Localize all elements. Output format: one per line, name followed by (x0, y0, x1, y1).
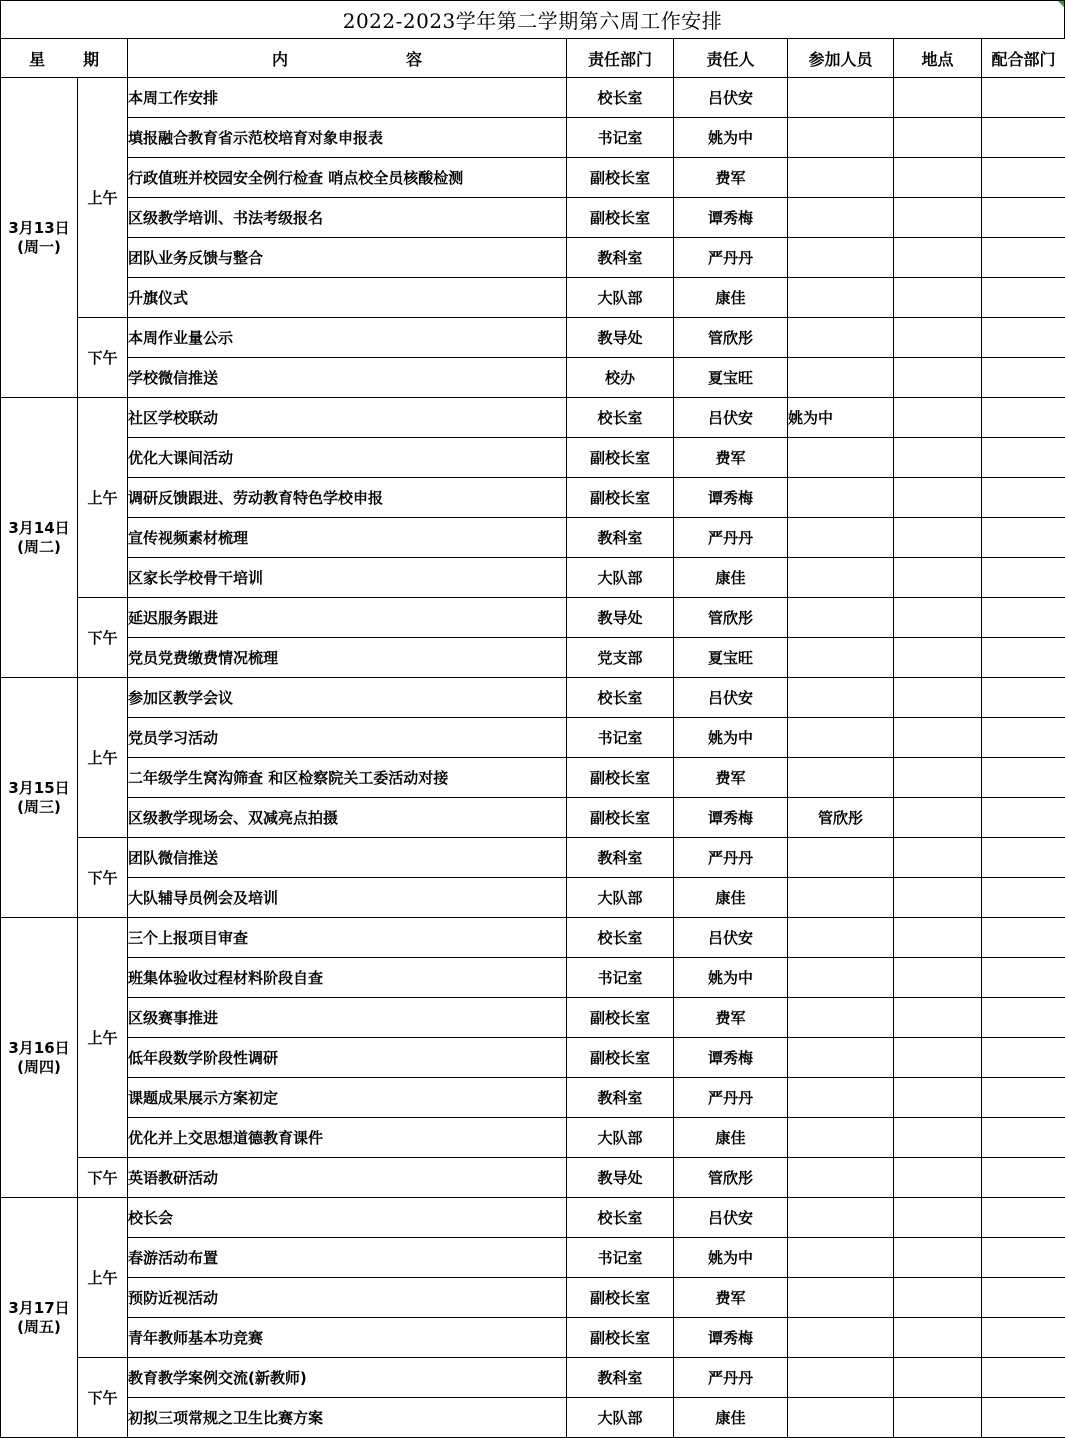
task-participants (788, 598, 894, 638)
task-location (894, 1318, 982, 1358)
table-row (1, 358, 1065, 398)
day-date: 3月15日 (8, 778, 70, 797)
task-content: 填报融合教育省示范校培育对象申报表 (128, 118, 567, 158)
period-afternoon: 下午 (78, 838, 128, 918)
table-row (1, 1198, 1065, 1238)
table-row (1, 838, 1065, 878)
task-dept: 大队部 (567, 1118, 674, 1158)
task-content: 本周工作安排 (128, 78, 567, 118)
task-coop (982, 1078, 1065, 1118)
task-dept: 校办 (567, 358, 674, 398)
task-dept: 副校长室 (567, 758, 674, 798)
task-coop (982, 118, 1065, 158)
task-person: 康佳 (674, 558, 788, 598)
task-location (894, 238, 982, 278)
table-row (1, 1398, 1065, 1438)
period-morning: 上午 (78, 1198, 128, 1358)
task-participants: 管欣彤 (788, 798, 894, 838)
task-participants (788, 1118, 894, 1158)
task-coop (982, 1398, 1065, 1438)
table-row (1, 1078, 1065, 1118)
task-content: 宣传视频素材梳理 (128, 518, 567, 558)
table-row (1, 958, 1065, 998)
task-dept: 副校长室 (567, 438, 674, 478)
task-location (894, 1358, 982, 1398)
task-content: 优化并上交思想道德教育课件 (128, 1118, 567, 1158)
task-location (894, 1078, 982, 1118)
header-coop: 配合部门 (982, 39, 1065, 78)
task-participants (788, 198, 894, 238)
task-coop (982, 358, 1065, 398)
table-row (1, 1118, 1065, 1158)
task-participants (788, 638, 894, 678)
task-participants (788, 838, 894, 878)
header-participants: 参加人员 (788, 39, 894, 78)
task-person: 费军 (674, 758, 788, 798)
task-content: 团队业务反馈与整合 (128, 238, 567, 278)
schedule-table (0, 38, 1065, 1438)
table-row (1, 198, 1065, 238)
task-content: 英语教研活动 (128, 1158, 567, 1198)
task-person: 管欣彤 (674, 598, 788, 638)
task-coop (982, 758, 1065, 798)
day-weekday: (周三) (17, 797, 61, 816)
task-content: 调研反馈跟进、劳动教育特色学校申报 (128, 478, 567, 518)
task-content: 课题成果展示方案初定 (128, 1078, 567, 1118)
task-dept: 校长室 (567, 78, 674, 118)
task-person: 姚为中 (674, 718, 788, 758)
task-location (894, 278, 982, 318)
task-coop (982, 1118, 1065, 1158)
task-location (894, 158, 982, 198)
task-dept: 校长室 (567, 918, 674, 958)
task-person: 吕伏安 (674, 398, 788, 438)
task-content: 参加区教学会议 (128, 678, 567, 718)
table-row (1, 918, 1065, 958)
task-person: 夏宝旺 (674, 638, 788, 678)
task-dept: 书记室 (567, 958, 674, 998)
task-location (894, 998, 982, 1038)
task-dept: 教科室 (567, 838, 674, 878)
task-participants (788, 478, 894, 518)
task-coop (982, 998, 1065, 1038)
task-location (894, 558, 982, 598)
task-dept: 副校长室 (567, 1038, 674, 1078)
task-coop (982, 598, 1065, 638)
header-location: 地点 (894, 39, 982, 78)
task-location (894, 798, 982, 838)
task-location (894, 678, 982, 718)
task-location (894, 518, 982, 558)
task-location (894, 958, 982, 998)
task-content: 行政值班并校园安全例行检查 哨点校全员核酸检测 (128, 158, 567, 198)
task-dept: 副校长室 (567, 1278, 674, 1318)
task-content: 校长会 (128, 1198, 567, 1238)
task-location (894, 438, 982, 478)
task-dept: 副校长室 (567, 1318, 674, 1358)
table-row (1, 758, 1065, 798)
task-location (894, 78, 982, 118)
day-weekday: (周四) (17, 1057, 61, 1076)
period-afternoon: 下午 (78, 1358, 128, 1438)
task-location (894, 1158, 982, 1198)
task-participants (788, 518, 894, 558)
task-person: 谭秀梅 (674, 798, 788, 838)
task-dept: 教科室 (567, 1078, 674, 1118)
task-person: 谭秀梅 (674, 198, 788, 238)
task-participants: 姚为中 (788, 398, 894, 438)
table-row (1, 438, 1065, 478)
task-dept: 教科室 (567, 238, 674, 278)
task-location (894, 598, 982, 638)
task-coop (982, 558, 1065, 598)
task-coop (982, 198, 1065, 238)
task-participants (788, 1158, 894, 1198)
task-person: 费军 (674, 1278, 788, 1318)
task-person: 姚为中 (674, 1238, 788, 1278)
period-morning: 上午 (78, 398, 128, 598)
task-content: 党员学习活动 (128, 718, 567, 758)
task-coop (982, 1038, 1065, 1078)
task-participants (788, 438, 894, 478)
day-cell (1, 78, 78, 398)
table-row (1, 158, 1065, 198)
task-dept: 教科室 (567, 1358, 674, 1398)
task-person: 谭秀梅 (674, 1038, 788, 1078)
task-content: 区级教学培训、书法考级报名 (128, 198, 567, 238)
task-person: 吕伏安 (674, 678, 788, 718)
task-location (894, 118, 982, 158)
task-dept: 书记室 (567, 718, 674, 758)
table-row (1, 1038, 1065, 1078)
task-participants (788, 1078, 894, 1118)
task-coop (982, 1198, 1065, 1238)
task-location (894, 1278, 982, 1318)
task-participants (788, 1278, 894, 1318)
task-coop (982, 318, 1065, 358)
task-content: 区级教学现场会、双减亮点拍摄 (128, 798, 567, 838)
task-coop (982, 438, 1065, 478)
day-cell (1, 678, 78, 918)
header-row (1, 39, 1065, 78)
task-location (894, 1038, 982, 1078)
task-location (894, 1118, 982, 1158)
task-dept: 教导处 (567, 598, 674, 638)
day-weekday: (周一) (17, 237, 61, 256)
task-location (894, 878, 982, 918)
task-participants (788, 558, 894, 598)
task-content: 二年级学生窝沟筛查 和区检察院关工委活动对接 (128, 758, 567, 798)
task-participants (788, 158, 894, 198)
task-content: 大队辅导员例会及培训 (128, 878, 567, 918)
task-person: 康佳 (674, 878, 788, 918)
task-participants (788, 678, 894, 718)
task-coop (982, 478, 1065, 518)
task-participants (788, 358, 894, 398)
task-coop (982, 958, 1065, 998)
task-location (894, 838, 982, 878)
task-dept: 教科室 (567, 518, 674, 558)
task-participants (788, 1198, 894, 1238)
task-person: 严丹丹 (674, 838, 788, 878)
task-dept: 校长室 (567, 678, 674, 718)
header-weekday (1, 39, 128, 78)
task-content: 班集体验收过程材料阶段自查 (128, 958, 567, 998)
task-dept: 书记室 (567, 1238, 674, 1278)
task-content: 团队微信推送 (128, 838, 567, 878)
table-row (1, 798, 1065, 838)
task-coop (982, 718, 1065, 758)
task-participants (788, 278, 894, 318)
table-row (1, 78, 1065, 118)
header-content-char-1: 内 (271, 49, 288, 69)
task-content: 预防近视活动 (128, 1278, 567, 1318)
task-participants (788, 758, 894, 798)
table-row (1, 398, 1065, 438)
task-coop (982, 1238, 1065, 1278)
table-row (1, 998, 1065, 1038)
task-person: 管欣彤 (674, 318, 788, 358)
table-row (1, 118, 1065, 158)
table-row (1, 318, 1065, 358)
task-location (894, 758, 982, 798)
task-location (894, 1238, 982, 1278)
task-participants (788, 318, 894, 358)
table-row (1, 1158, 1065, 1198)
task-participants (788, 1318, 894, 1358)
period-afternoon: 下午 (78, 1158, 128, 1198)
task-content: 延迟服务跟进 (128, 598, 567, 638)
task-coop (982, 398, 1065, 438)
task-participants (788, 1398, 894, 1438)
task-coop (982, 878, 1065, 918)
task-content: 教育教学案例交流(新教师) (128, 1358, 567, 1398)
task-person: 费军 (674, 998, 788, 1038)
task-location (894, 1398, 982, 1438)
task-participants (788, 78, 894, 118)
task-content: 社区学校联动 (128, 398, 567, 438)
task-person: 管欣彤 (674, 1158, 788, 1198)
task-content: 党员党费缴费情况梳理 (128, 638, 567, 678)
task-participants (788, 1038, 894, 1078)
period-morning: 上午 (78, 918, 128, 1158)
task-coop (982, 638, 1065, 678)
table-row (1, 878, 1065, 918)
task-person: 康佳 (674, 278, 788, 318)
day-cell (1, 1198, 78, 1438)
table-row (1, 1358, 1065, 1398)
task-person: 严丹丹 (674, 238, 788, 278)
task-dept: 校长室 (567, 398, 674, 438)
task-content: 升旗仪式 (128, 278, 567, 318)
task-participants (788, 1358, 894, 1398)
table-row (1, 518, 1065, 558)
task-location (894, 478, 982, 518)
day-date: 3月13日 (8, 218, 70, 237)
task-location (894, 718, 982, 758)
task-content: 青年教师基本功竞赛 (128, 1318, 567, 1358)
day-weekday: (周二) (17, 537, 61, 556)
task-coop (982, 158, 1065, 198)
table-row (1, 278, 1065, 318)
task-participants (788, 998, 894, 1038)
day-date: 3月16日 (8, 1038, 70, 1057)
task-coop (982, 838, 1065, 878)
task-coop (982, 278, 1065, 318)
table-row (1, 1278, 1065, 1318)
task-dept: 大队部 (567, 558, 674, 598)
day-date: 3月14日 (8, 518, 70, 537)
task-location (894, 1198, 982, 1238)
task-location (894, 398, 982, 438)
task-content: 本周作业量公示 (128, 318, 567, 358)
table-row (1, 1238, 1065, 1278)
table-row (1, 598, 1065, 638)
task-dept: 校长室 (567, 1198, 674, 1238)
task-coop (982, 78, 1065, 118)
task-dept: 副校长室 (567, 998, 674, 1038)
day-cell (1, 918, 78, 1198)
task-participants (788, 918, 894, 958)
task-participants (788, 1238, 894, 1278)
task-participants (788, 718, 894, 758)
task-location (894, 198, 982, 238)
day-cell (1, 398, 78, 678)
task-dept: 副校长室 (567, 798, 674, 838)
period-afternoon: 下午 (78, 318, 128, 398)
task-location (894, 318, 982, 358)
task-content: 春游活动布置 (128, 1238, 567, 1278)
table-row (1, 1318, 1065, 1358)
task-person: 姚为中 (674, 118, 788, 158)
header-weekday-char-2: 期 (83, 49, 100, 69)
table-row (1, 238, 1065, 278)
task-participants (788, 238, 894, 278)
task-person: 姚为中 (674, 958, 788, 998)
task-participants (788, 878, 894, 918)
task-dept: 大队部 (567, 278, 674, 318)
header-dept: 责任部门 (567, 39, 674, 78)
table-row (1, 478, 1065, 518)
task-dept: 大队部 (567, 878, 674, 918)
task-person: 费军 (674, 438, 788, 478)
task-content: 区家长学校骨干培训 (128, 558, 567, 598)
task-content: 初拟三项常规之卫生比赛方案 (128, 1398, 567, 1438)
task-person: 吕伏安 (674, 1198, 788, 1238)
task-coop (982, 238, 1065, 278)
task-dept: 副校长室 (567, 478, 674, 518)
sheet-title: 2022-2023学年第二学期第六周工作安排 (0, 0, 1065, 39)
task-person: 吕伏安 (674, 78, 788, 118)
task-person: 康佳 (674, 1398, 788, 1438)
task-dept: 教导处 (567, 318, 674, 358)
task-content: 低年段数学阶段性调研 (128, 1038, 567, 1078)
header-weekday-char-1: 星 (28, 49, 45, 69)
task-person: 严丹丹 (674, 1358, 788, 1398)
task-participants (788, 118, 894, 158)
task-person: 谭秀梅 (674, 1318, 788, 1358)
task-person: 谭秀梅 (674, 478, 788, 518)
task-coop (982, 518, 1065, 558)
table-row (1, 558, 1065, 598)
task-person: 吕伏安 (674, 918, 788, 958)
task-coop (982, 798, 1065, 838)
task-person: 严丹丹 (674, 518, 788, 558)
day-date: 3月17日 (8, 1298, 70, 1317)
header-content (128, 39, 567, 78)
table-row (1, 718, 1065, 758)
task-dept: 党支部 (567, 638, 674, 678)
task-location (894, 638, 982, 678)
period-morning: 上午 (78, 678, 128, 838)
period-afternoon: 下午 (78, 598, 128, 678)
task-coop (982, 1158, 1065, 1198)
task-content: 区级赛事推进 (128, 998, 567, 1038)
task-content: 学校微信推送 (128, 358, 567, 398)
header-person: 责任人 (674, 39, 788, 78)
task-coop (982, 918, 1065, 958)
day-weekday: (周五) (17, 1317, 61, 1336)
task-coop (982, 1278, 1065, 1318)
header-content-char-2: 容 (406, 49, 423, 69)
task-dept: 大队部 (567, 1398, 674, 1438)
task-content: 优化大课间活动 (128, 438, 567, 478)
task-participants (788, 958, 894, 998)
task-person: 康佳 (674, 1118, 788, 1158)
task-person: 费军 (674, 158, 788, 198)
task-content: 三个上报项目审查 (128, 918, 567, 958)
task-person: 夏宝旺 (674, 358, 788, 398)
task-dept: 副校长室 (567, 158, 674, 198)
task-location (894, 358, 982, 398)
table-row (1, 678, 1065, 718)
task-coop (982, 1358, 1065, 1398)
table-row (1, 638, 1065, 678)
task-person: 严丹丹 (674, 1078, 788, 1118)
task-dept: 书记室 (567, 118, 674, 158)
task-location (894, 918, 982, 958)
task-dept: 教导处 (567, 1158, 674, 1198)
task-coop (982, 678, 1065, 718)
task-dept: 副校长室 (567, 198, 674, 238)
schedule-body (1, 78, 1065, 1438)
task-coop (982, 1318, 1065, 1358)
period-morning: 上午 (78, 78, 128, 318)
